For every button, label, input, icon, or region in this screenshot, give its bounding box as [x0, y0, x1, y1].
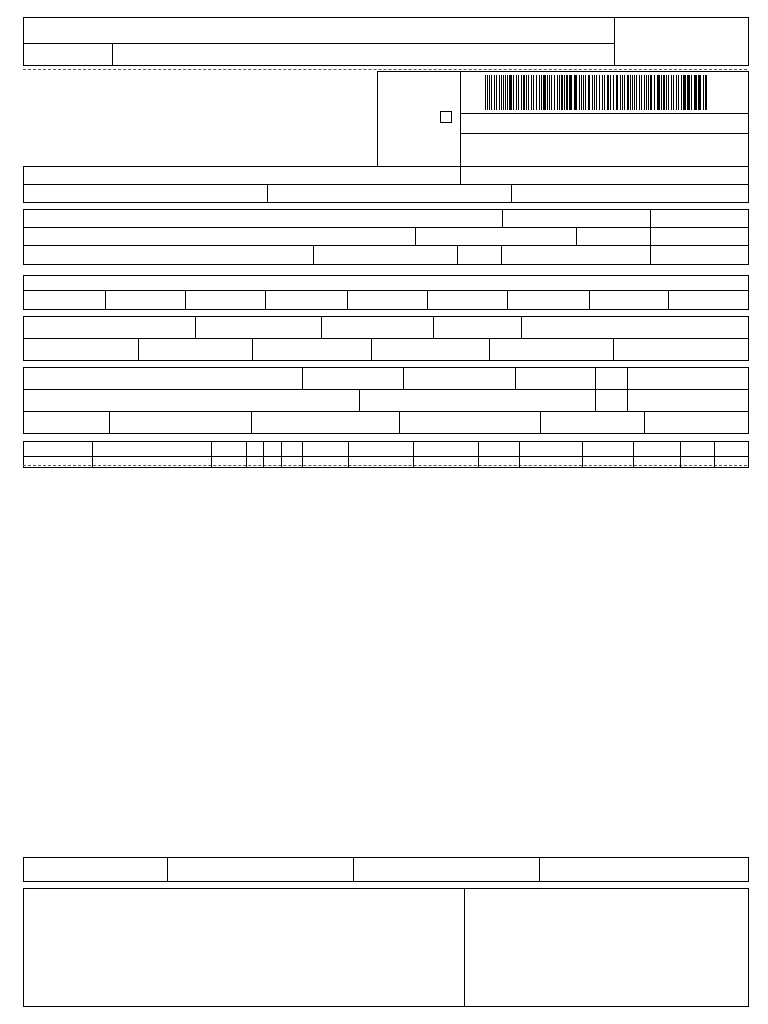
barcode-bar	[634, 75, 635, 110]
product-col-divider-2	[211, 441, 212, 468]
barcode-bar	[624, 75, 625, 110]
products-row-dash	[23, 465, 747, 466]
issqn-divider-3	[539, 857, 540, 882]
tax-r2-divider-1	[138, 338, 139, 361]
barcode-bar	[594, 75, 595, 110]
barcode-bar	[678, 75, 679, 110]
tax-r1-divider-2	[321, 316, 322, 339]
tax-r2-divider-3	[371, 338, 372, 361]
barcode-bar	[698, 75, 701, 110]
barcode-bar	[641, 75, 642, 110]
barcode-bar	[676, 75, 677, 110]
barcode-bar	[561, 75, 563, 110]
barcode-bar	[539, 75, 540, 110]
product-col-divider-6	[302, 441, 303, 468]
transport-r2-divider-1	[359, 389, 360, 412]
product-col-divider-10	[519, 441, 520, 468]
barcode-bar	[592, 75, 593, 110]
barcode-bar	[622, 75, 623, 110]
barcode-bar	[632, 75, 633, 110]
barcode-bar	[501, 75, 502, 110]
recipient-r2-v1	[415, 227, 416, 246]
transport-r3-divider-4	[540, 411, 541, 434]
billing-divider-3	[265, 290, 266, 310]
barcode-bar	[654, 75, 655, 110]
tax-r1-divider-4	[521, 316, 522, 339]
tax-r2-divider-5	[613, 338, 614, 361]
barcode-bar	[596, 75, 597, 110]
barcode-bar	[610, 75, 611, 110]
recipient-r2-v2	[576, 227, 577, 246]
tax-r2-divider-2	[252, 338, 253, 361]
barcode-bar	[705, 75, 707, 110]
barcode-bar	[681, 75, 682, 110]
recipient-r3-v1	[313, 245, 314, 265]
recipient-r3-v2	[457, 245, 458, 265]
barcode-bar	[666, 75, 667, 110]
product-col-divider-1	[92, 441, 93, 468]
billing-divider-7	[589, 290, 590, 310]
barcode-bar	[499, 75, 500, 110]
product-col-divider-11	[582, 441, 583, 468]
barcode-bar	[513, 75, 514, 110]
barcode-bar	[533, 75, 534, 110]
barcode-bar	[518, 75, 519, 110]
barcode-bar	[523, 75, 525, 110]
barcode-icon	[485, 75, 711, 110]
recipient-block	[23, 209, 749, 265]
registration-divider-1	[267, 184, 268, 203]
barcode-bar	[661, 75, 662, 110]
barcode-bar	[694, 75, 697, 110]
products-h	[23, 456, 749, 457]
barcode-bar	[503, 75, 504, 110]
barcode-bar	[646, 75, 647, 110]
barcode-bar	[521, 75, 522, 110]
additional-info-divider	[464, 888, 465, 1007]
barcode-bar	[683, 75, 686, 110]
barcode-bar	[491, 75, 492, 110]
nature-divider	[460, 166, 461, 185]
barcode-bar	[579, 75, 580, 110]
barcode-bar	[547, 75, 548, 110]
products-header	[23, 441, 749, 468]
barcode-bar	[559, 75, 560, 110]
product-col-divider-9	[478, 441, 479, 468]
barcode-bar	[602, 75, 603, 110]
barcode-bar	[566, 75, 568, 110]
barcode-bar	[554, 75, 555, 110]
transport-r1-divider-4	[595, 367, 596, 390]
issqn-divider-1	[167, 857, 168, 882]
barcode-bar	[489, 75, 490, 110]
recipient-r1-v1	[502, 209, 503, 228]
barcode-bar	[668, 75, 669, 110]
barcode-bar	[639, 75, 640, 110]
entry-exit-checkbox[interactable]	[440, 111, 452, 123]
billing-block	[23, 275, 749, 310]
barcode-bar	[627, 75, 629, 110]
barcode-bar	[588, 75, 590, 110]
barcode-bar	[557, 75, 558, 110]
billing-h	[23, 290, 749, 291]
recipient-r1-v2	[650, 209, 651, 265]
barcode-bar	[507, 75, 508, 110]
barcode-bar	[585, 75, 586, 110]
barcode-bar	[528, 75, 529, 110]
receipt-date-divider	[112, 43, 113, 66]
transport-r3-divider-5	[644, 411, 645, 434]
product-col-divider-5	[281, 441, 282, 468]
tax-h	[23, 338, 749, 339]
barcode-bar	[650, 75, 652, 110]
barcode-bar	[616, 75, 618, 110]
barcode-bar	[630, 75, 631, 110]
barcode-bar	[607, 75, 609, 110]
transport-h2	[23, 411, 749, 412]
product-col-divider-7	[348, 441, 349, 468]
billing-divider-1	[105, 290, 106, 310]
nature-operation-row	[23, 166, 749, 185]
barcode-bar	[604, 75, 605, 110]
product-col-divider-4	[263, 441, 264, 468]
transport-r1-divider-2	[403, 367, 404, 390]
product-col-divider-3	[246, 441, 247, 468]
barcode-bar	[551, 75, 552, 110]
additional-info-block	[23, 888, 749, 1007]
recipient-h1	[23, 227, 749, 228]
recipient-r3-v3	[501, 245, 502, 265]
billing-divider-2	[185, 290, 186, 310]
barcode-bar	[581, 75, 582, 110]
barcode-bar	[509, 75, 512, 110]
barcode-bar	[620, 75, 621, 110]
transport-r3-divider-2	[251, 411, 252, 434]
cut-line	[23, 69, 747, 70]
product-col-divider-14	[714, 441, 715, 468]
access-key-divider-2	[460, 133, 749, 134]
issqn-divider-2	[353, 857, 354, 882]
registration-divider-2	[511, 184, 512, 203]
barcode-bar	[574, 75, 577, 110]
barcode-bar	[487, 75, 488, 110]
barcode-bar	[549, 75, 550, 110]
transport-r1-divider-5	[627, 367, 628, 390]
billing-divider-6	[507, 290, 508, 310]
product-col-divider-13	[680, 441, 681, 468]
receipt-stub	[23, 17, 749, 66]
barcode-bar	[541, 75, 542, 110]
tax-r1-divider-1	[195, 316, 196, 339]
transport-r3-divider-3	[399, 411, 400, 434]
receipt-divider-vertical	[614, 17, 615, 66]
barcode-bar	[703, 75, 704, 110]
transport-h1	[23, 389, 749, 390]
barcode-bar	[494, 75, 495, 110]
transport-r1-divider-1	[302, 367, 303, 390]
barcode-bar	[657, 75, 660, 110]
barcode-bar	[531, 75, 532, 110]
transport-r3-divider-1	[109, 411, 110, 434]
billing-divider-8	[668, 290, 669, 310]
barcode-bar	[496, 75, 497, 110]
barcode-bar	[583, 75, 584, 110]
barcode-bar	[644, 75, 645, 110]
issqn-block	[23, 857, 749, 882]
tax-r1-divider-3	[433, 316, 434, 339]
product-col-divider-12	[633, 441, 634, 468]
barcode-bar	[516, 75, 517, 110]
product-col-divider-8	[413, 441, 414, 468]
access-key-divider-1	[460, 113, 749, 114]
barcode-bar	[526, 75, 527, 110]
barcode-bar	[673, 75, 674, 110]
barcode-bar	[671, 75, 672, 110]
barcode-bar	[691, 75, 692, 110]
billing-divider-5	[427, 290, 428, 310]
barcode-bar	[569, 75, 572, 110]
barcode-bar	[636, 75, 637, 110]
barcode-bar	[613, 75, 614, 110]
transport-r2-divider-3	[627, 389, 628, 412]
transport-r1-divider-3	[515, 367, 516, 390]
barcode-bar	[536, 75, 537, 110]
transport-r2-divider-2	[595, 389, 596, 412]
barcode-bar	[648, 75, 649, 110]
tax-r2-divider-4	[489, 338, 490, 361]
barcode-bar	[599, 75, 600, 110]
barcode-bar	[663, 75, 665, 110]
transport-block	[23, 367, 749, 434]
recipient-h2	[23, 245, 749, 246]
barcode-bar	[505, 75, 506, 110]
registration-row	[23, 184, 749, 203]
barcode-bar	[485, 75, 486, 110]
billing-divider-4	[347, 290, 348, 310]
barcode-bar	[543, 75, 546, 110]
barcode-bar	[564, 75, 565, 110]
barcode-bar	[687, 75, 690, 110]
